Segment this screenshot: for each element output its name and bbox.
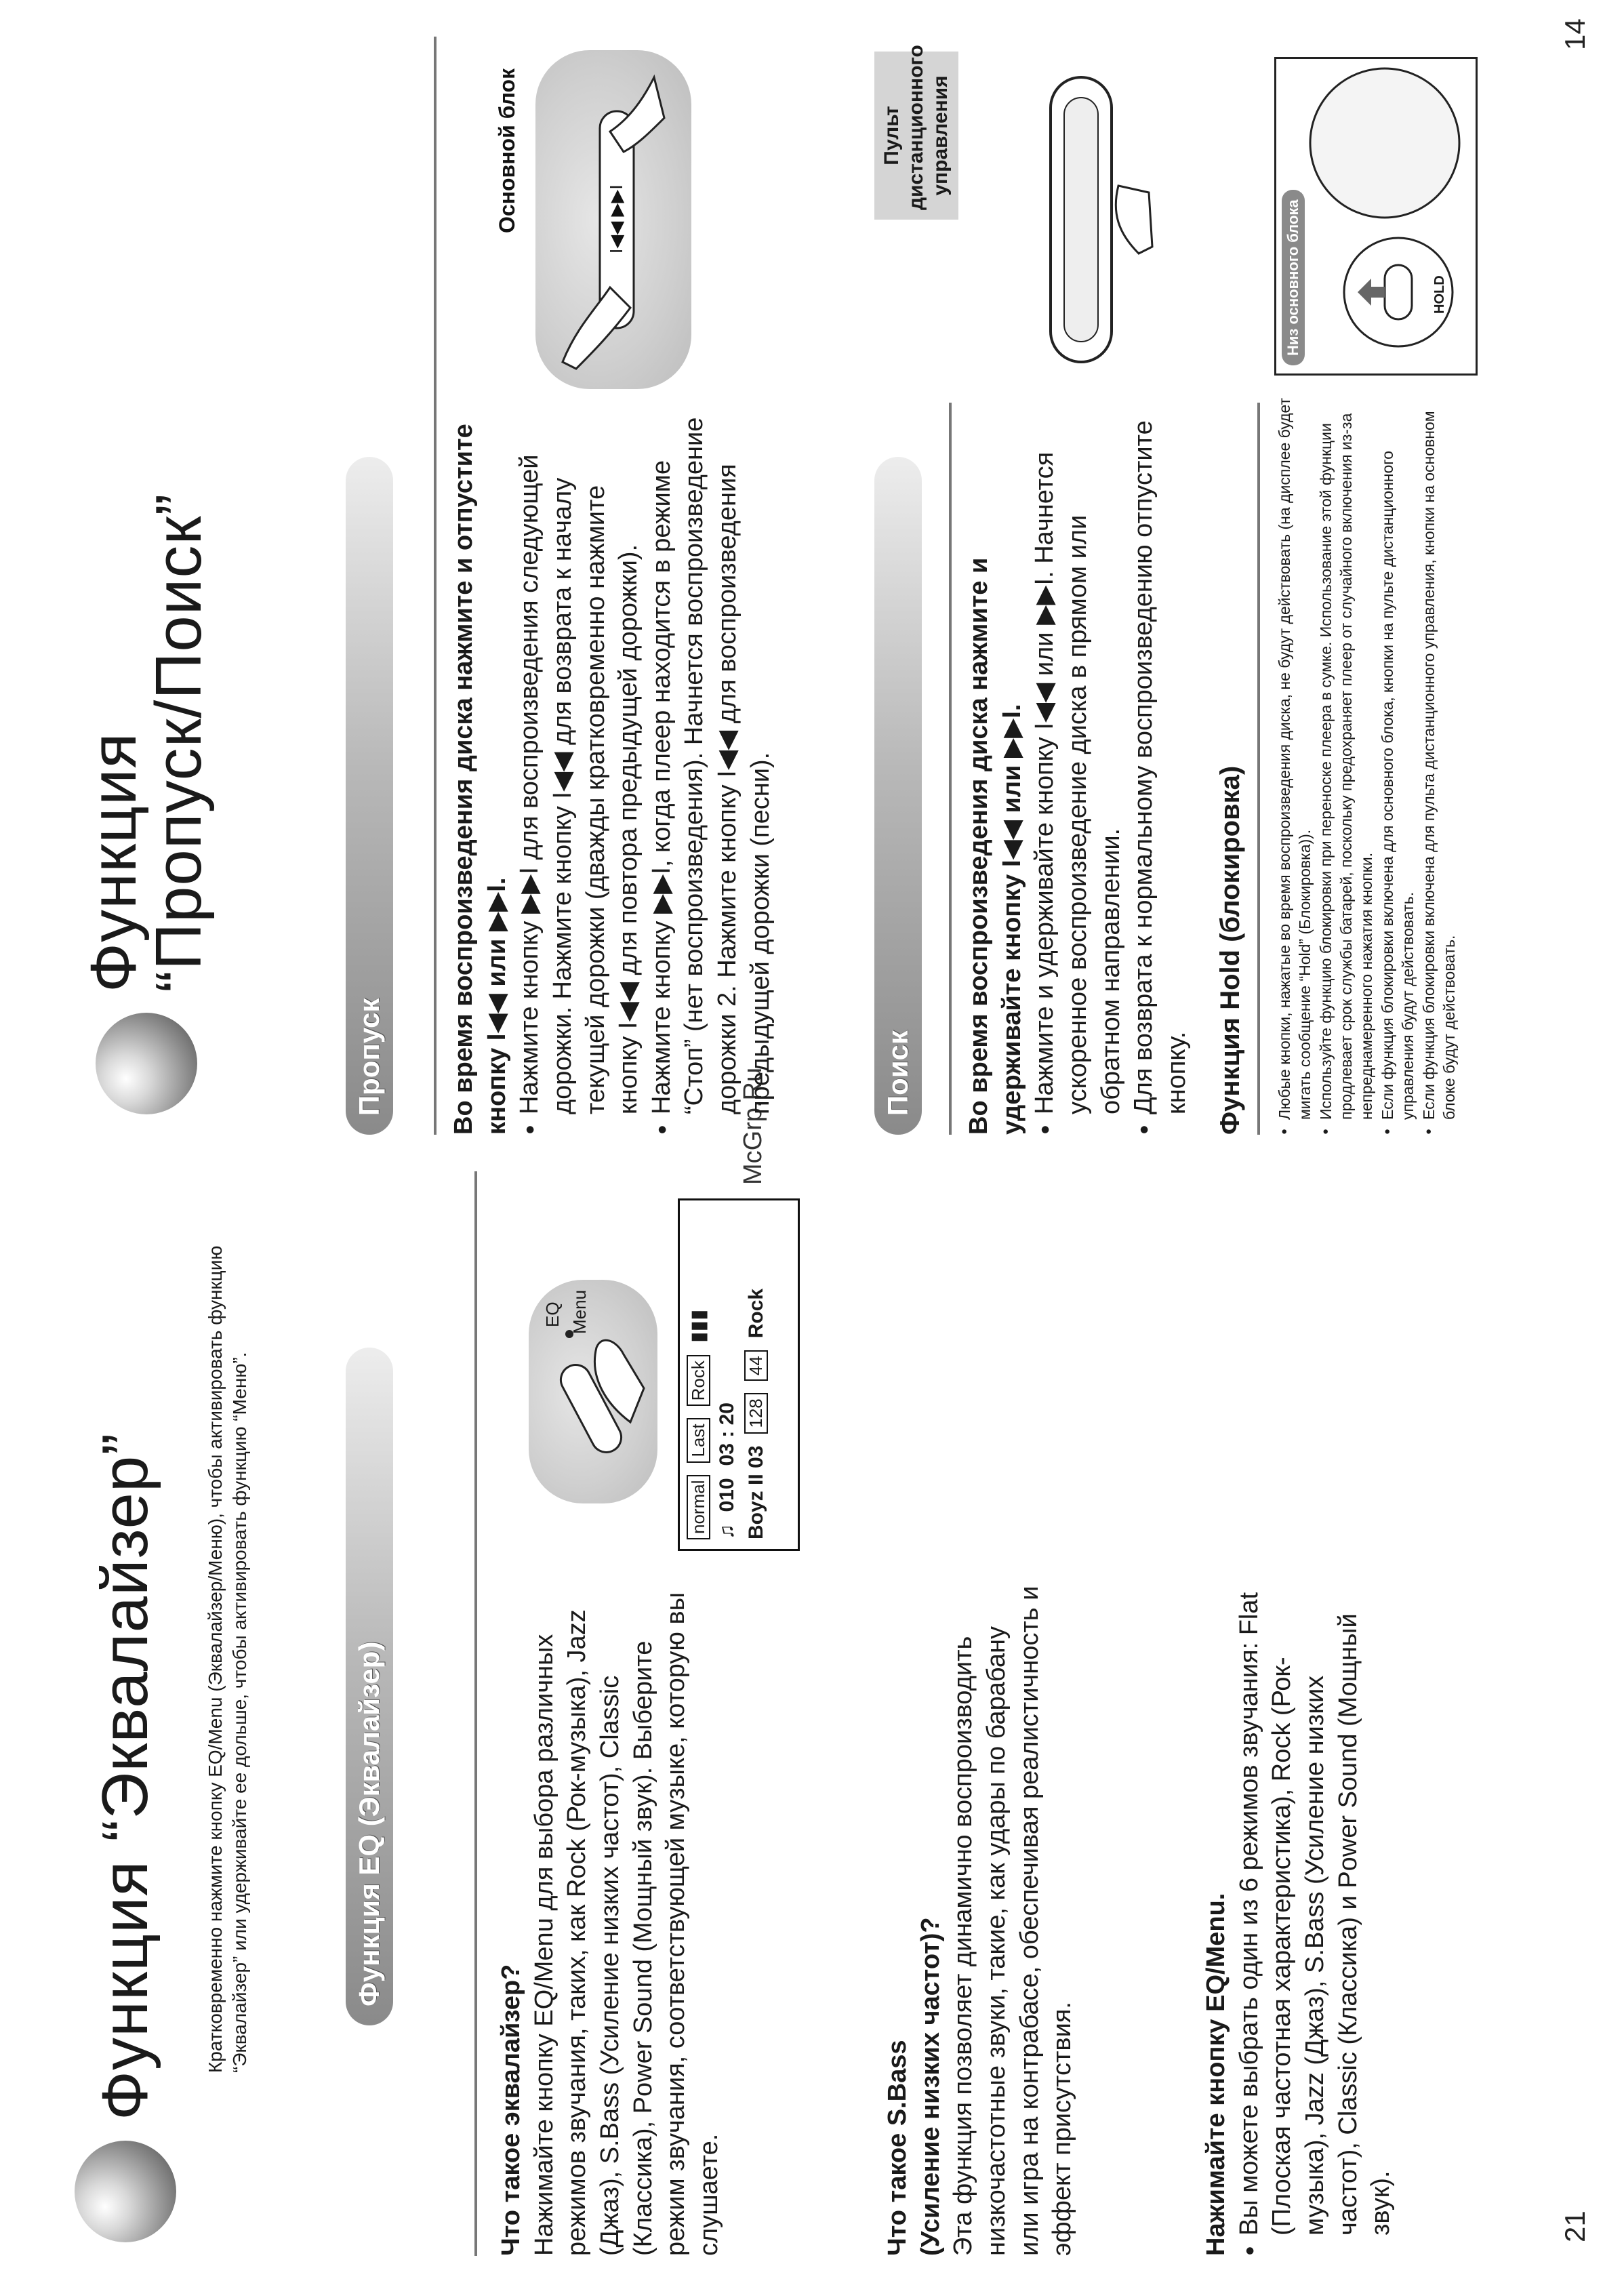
divider (949, 403, 952, 1135)
search-block (962, 403, 1193, 1135)
hold-illustration (1274, 57, 1478, 376)
bottom-unit-label: Низ основного блока (1282, 190, 1305, 365)
hold-block (1274, 396, 1459, 1135)
watermark: McGrp.Ru (739, 1067, 767, 1185)
remote-illustration (1003, 50, 1159, 389)
left-page (0, 1142, 1624, 2283)
hold-switch-icon (1276, 59, 1476, 373)
hold-title: Функция Hold (блокировка) (1215, 765, 1245, 1135)
skip-bullet: ● Нажмите кнопку ▶▶I, когда плеер находится в режиме “Стоп” (нет воспроизведения). Начнется воспроизведение дорожки 2. Нажмите кнопку I◀◀ для воспроизведения предыдущей дорожки (песни). (645, 403, 777, 1135)
title-row (75, 1433, 176, 2242)
lcd-eq-tag: Rock (687, 1355, 710, 1406)
q3-bullet: ● Вы можете выбрать один из 6 режимов звучания: Flat (Плоская частотная характеристика), Rock (Рок-музыка), Jazz (Джаз), S.Bass (Усиление низких частот), Classic (Классика) и Power Sound (Мощный звук). (1233, 1578, 1398, 2256)
q2-block (881, 1578, 1079, 2256)
skip-bullet: ● Нажмите кнопку ▶▶I для воспроизведения следующей дорожки. Нажмите кнопку I◀◀ для возврата к началу текущей дорожки (дважды кратковременно нажмите кнопку I◀◀ для повтора предыдущей дорожки). (513, 403, 645, 1135)
search-heading: Во время воспроизведения диска нажмите и удерживайте кнопку I◀◀ или ▶▶I. (965, 557, 1026, 1135)
lcd-display (678, 1198, 800, 1551)
section-banner-skip: Пропуск (346, 457, 393, 1135)
lcd-time: 03 : 20 (716, 1402, 738, 1466)
q3-title: Нажимайте кнопку EQ/Menu. (1202, 1893, 1230, 2256)
lcd-last: Last (687, 1418, 710, 1462)
lcd-khz: 44 (744, 1350, 768, 1381)
q2-text: Эта функция позволяет динамично воспроизводить низкочастотные звуки, такие, как удары по барабану или игра на контрабасе, обеспечивая реалистичность и эффект присутствия. (949, 1585, 1077, 2256)
hold-bullet: ● Если функция блокировки включена для основного блока, кнопки на пульте дистанционного управления будут действовать. (1377, 396, 1419, 1135)
skip-block (447, 403, 777, 1135)
sphere-icon (96, 1013, 197, 1114)
section-banner-eq: Функция EQ (Эквалайзер) (346, 1348, 393, 2025)
lcd-eq: Rock (744, 1288, 767, 1339)
section-banner-search: Поиск (874, 457, 922, 1135)
hold-switch-label: HOLD (1432, 275, 1447, 314)
page-title: Функция “Эквалайзер” (89, 1432, 161, 2120)
title-row (77, 493, 215, 1114)
q2-subtitle: (Усиление низких частот)? (916, 1917, 945, 2256)
page-title-line2: “Пропуск/Поиск” (142, 493, 215, 992)
q1-block (495, 1578, 725, 2256)
divider (434, 37, 437, 1135)
sphere-icon (75, 2141, 176, 2242)
lcd-mode: normal (687, 1475, 710, 1539)
lcd-album: Boyz II 03 (744, 1445, 767, 1539)
q1-title: Что такое эквалайзер? (497, 1964, 525, 2256)
hold-bullet: ● Если функция блокировки включена для пульта дистанционного управления, кнопки на основном блоке будут действовать. (1419, 396, 1460, 1135)
page-title-line1: Функция (77, 732, 150, 992)
lcd-kbps: 128 (744, 1393, 768, 1433)
battery-icon: ▮▮▮ (687, 1309, 710, 1343)
svg-text:I◀◀ ▶▶I: I◀◀ ▶▶I (606, 184, 626, 254)
divider (474, 1171, 477, 2256)
eq-button-illustration (529, 1280, 657, 1503)
title-block (77, 493, 215, 992)
hand-skip-icon (535, 50, 691, 389)
remote-control-icon (1003, 50, 1159, 389)
search-bullet: ● Для возврата к нормальному воспроизведению отпустите кнопку. (1127, 403, 1193, 1135)
q3-block (1200, 1578, 1398, 2256)
hold-bullet: ● Любые кнопки, нажатые во время воспроизведения диска, не будут действовать (на дисплее будет мигать сообщение “Hold” (Блокировка)). (1274, 396, 1316, 1135)
page-number: 21 (1559, 2210, 1591, 2242)
eq-label: EQ (542, 1301, 563, 1327)
lcd-track: 010 (716, 1478, 738, 1512)
hold-bullet: ● Используйте функцию блокировки при переноске плеера в сумке. Использование этой функции продлевает срок службы батарей, поскольку предохраняет плеер от случайного включения из-за непреднамеренного нажатия кнопки. (1316, 396, 1377, 1135)
mp3-icon: ♫ (716, 1524, 738, 1539)
remote-label: Пульт дистанционного управления (874, 52, 958, 220)
page-number: 14 (1559, 18, 1591, 50)
skip-buttons-illustration (535, 50, 691, 389)
main-unit-label: Основной блок (495, 68, 519, 233)
menu-label: Menu (569, 1289, 590, 1334)
divider (1257, 403, 1260, 1135)
skip-heading: Во время воспроизведения диска нажмите и отпустите кнопку I◀◀ или ▶▶I. (449, 424, 511, 1135)
intro-text: Кратковременно нажмите кнопку EQ/Menu (Эквалайзер/Меню), чтобы активировать функцию “Эквалайзер” или удерживайте ее дольше, чтобы активировать функцию “Меню”. (205, 1245, 251, 2073)
search-bullet: ● Нажмите и удерживайте кнопку I◀◀ или ▶▶I. Начнется ускоренное воспроизведение диска в прямом или обратном направлении. (1028, 403, 1127, 1135)
q1-text: Нажимайте кнопку EQ/Menu для выбора различных режимов звучания, таких, как Rock (Рок-музыка), Jazz (Джаз), S.Bass (Усиление низких частот), Classic (Классика), Power Sound (Мощный звук). Выберите режим звучания, соответствующей музыке, которую вы слушаете. (529, 1592, 723, 2256)
q2-title: Что такое S.Bass (883, 2040, 912, 2256)
